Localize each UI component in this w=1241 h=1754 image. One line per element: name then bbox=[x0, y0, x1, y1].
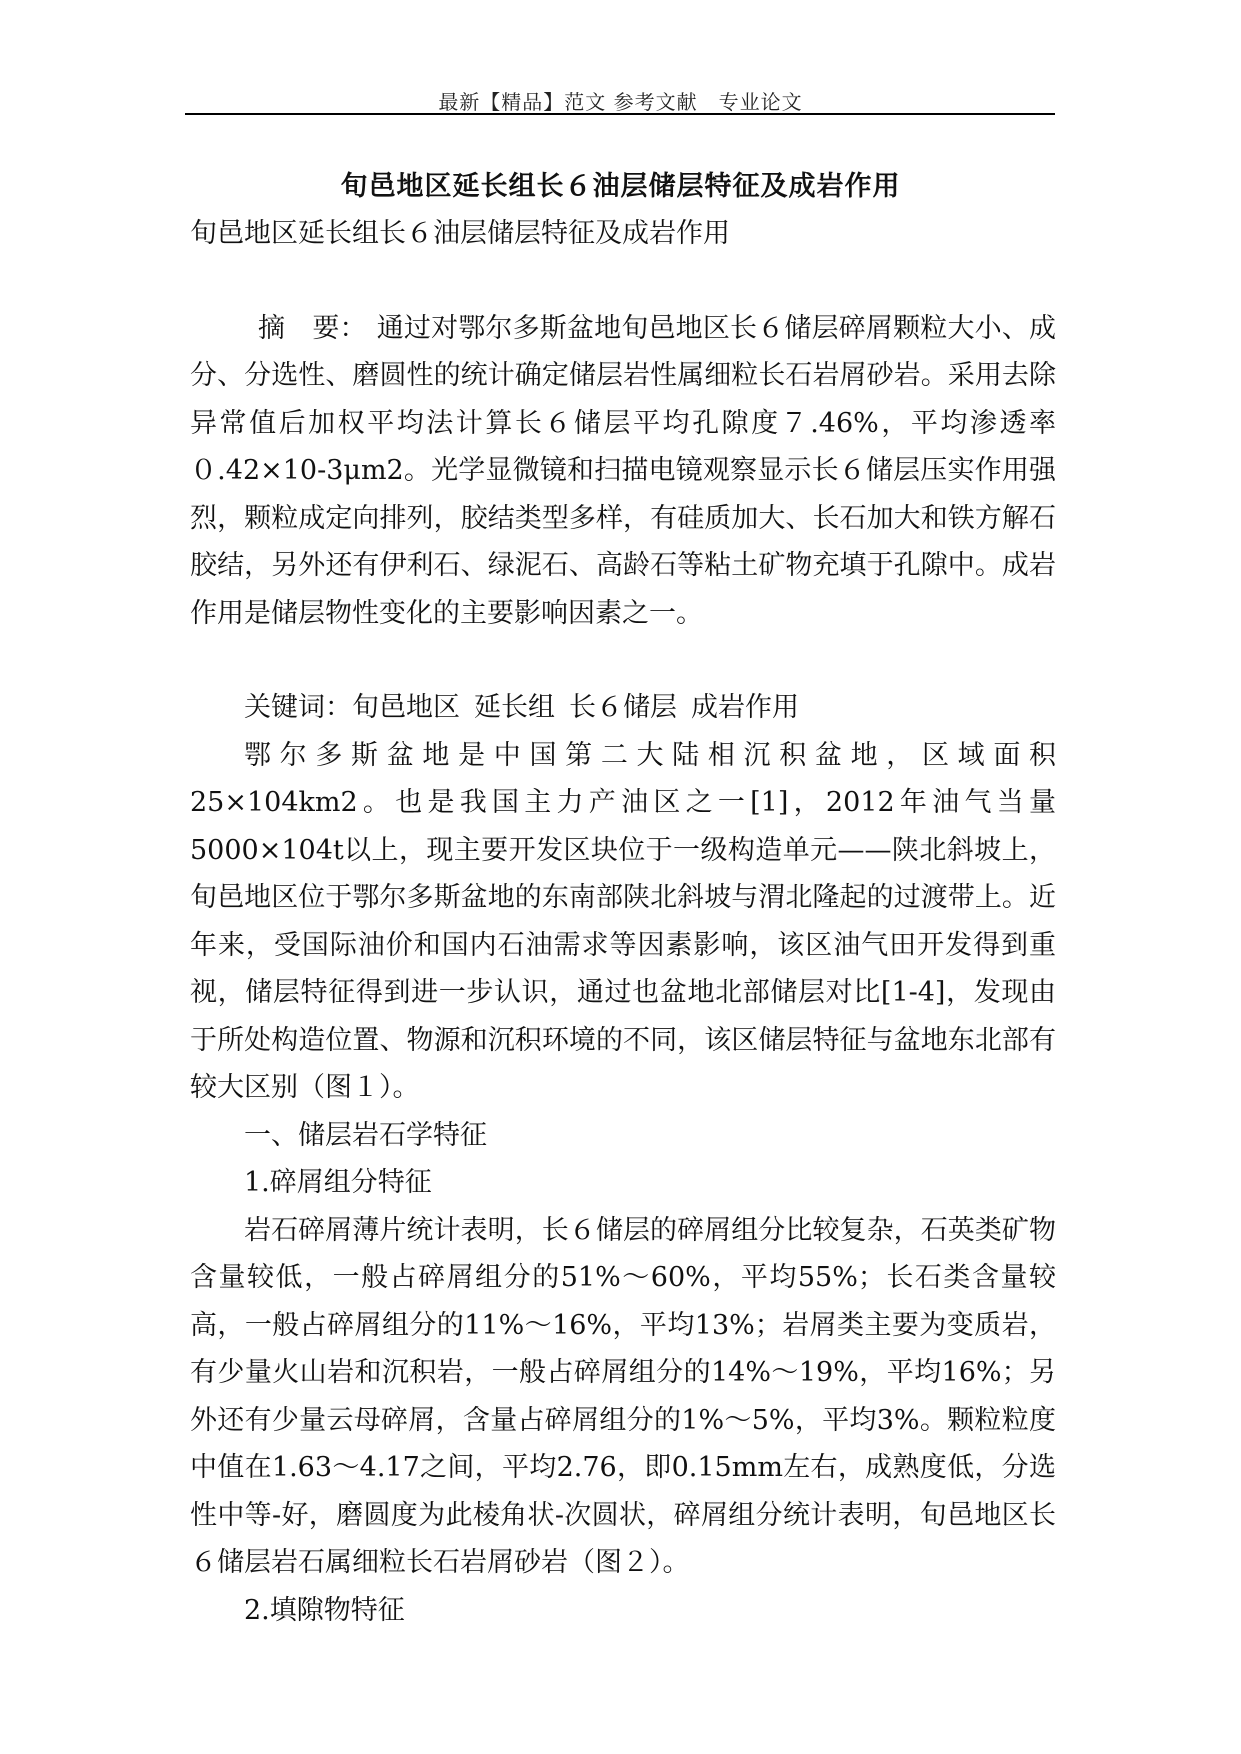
body-paragraph: 鄂尔多斯盆地是中国第二大陆相沉积盆地，区域面积25×104km2。也是我国主力产油区之一[1]，2012年油气当量5000×104t以上，现主要开发区块位于一级构造单元——陕北斜坡上，旬邑地区位于鄂尔多斯盆地的东南部陕北斜坡与渭北隆起的过渡带上。近年来，受国际油价和国内石油需求等因素影响，该区油气田开发得到重视，储层特征得到进一步认识，通过也盆地北部储层对比[1-4]，发现由于所处构造位置、物源和沉积环境的不同，该区储层特征与盆地东北部有较大区别（图１）。 bbox=[190, 739, 1056, 1103]
keyword: 长６储层 bbox=[569, 692, 677, 723]
subsection-heading: 1.碎屑组分特征 bbox=[244, 1167, 432, 1198]
abstract-text: 通过对鄂尔多斯盆地旬邑地区长６储层碎屑颗粒大小、成分、分选性、磨圆性的统计确定储层岩性属细粒长石岩屑砂岩。采用去除异常值后加权平均法计算长６储层平均孔隙度７.46%，平均渗透率０.42×10-3μm2。光学显微镜和扫描电镜观察显示长６储层压实作用强烈，颗粒成定向排列，胶结类型多样，有硅质加大、长石加大和铁方解石胶结，另外还有伊利石、绿泥石、高龄石等粘土矿物充填于孔隙中。成岩作用是储层物性变化的主要影响因素之一。 bbox=[190, 312, 1057, 629]
keyword: 成岩作用 bbox=[691, 692, 799, 723]
keywords-line bbox=[190, 684, 1056, 732]
abstract-label: 摘 要： bbox=[258, 312, 367, 344]
keywords-label: 关键词： bbox=[244, 692, 352, 723]
document-body bbox=[190, 210, 1056, 1634]
header-rule bbox=[185, 113, 1055, 115]
document-title: 旬邑地区延长组长６油层储层特征及成岩作用 bbox=[340, 171, 901, 202]
page-header: 最新【精品】范文 参考文献 专业论文 bbox=[438, 90, 803, 114]
abstract-paragraph bbox=[190, 305, 1056, 638]
section-heading: 一、储层岩石学特征 bbox=[244, 1119, 487, 1151]
body-paragraph: 岩石碎屑薄片统计表明，长６储层的碎屑组分比较复杂，石英类矿物含量较低，一般占碎屑组分的51%～60%，平均55%；长石类含量较高，一般占碎屑组分的11%～16%，平均13%；岩屑类主要为变质岩，有少量火山岩和沉积岩，一般占碎屑组分的14%～19%，平均16%；另外还有少量云母碎屑，含量占碎屑组分的1%～5%，平均3%。颗粒粒度中值在1.63～4.17之间，平均2.76，即0.15mm左右，成熟度低，分选性中等-好，磨圆度为此棱角状-次圆状，碎屑组分统计表明，旬邑地区长６储层岩石属细粒长石岩屑砂岩（图２）。 bbox=[190, 1214, 1056, 1578]
subsection-heading: 2.填隙物特征 bbox=[244, 1594, 405, 1626]
document-subtitle: 旬邑地区延长组长６油层储层特征及成岩作用 bbox=[190, 218, 730, 249]
keyword: 旬邑地区 bbox=[352, 692, 460, 723]
keyword: 延长组 bbox=[474, 692, 555, 723]
